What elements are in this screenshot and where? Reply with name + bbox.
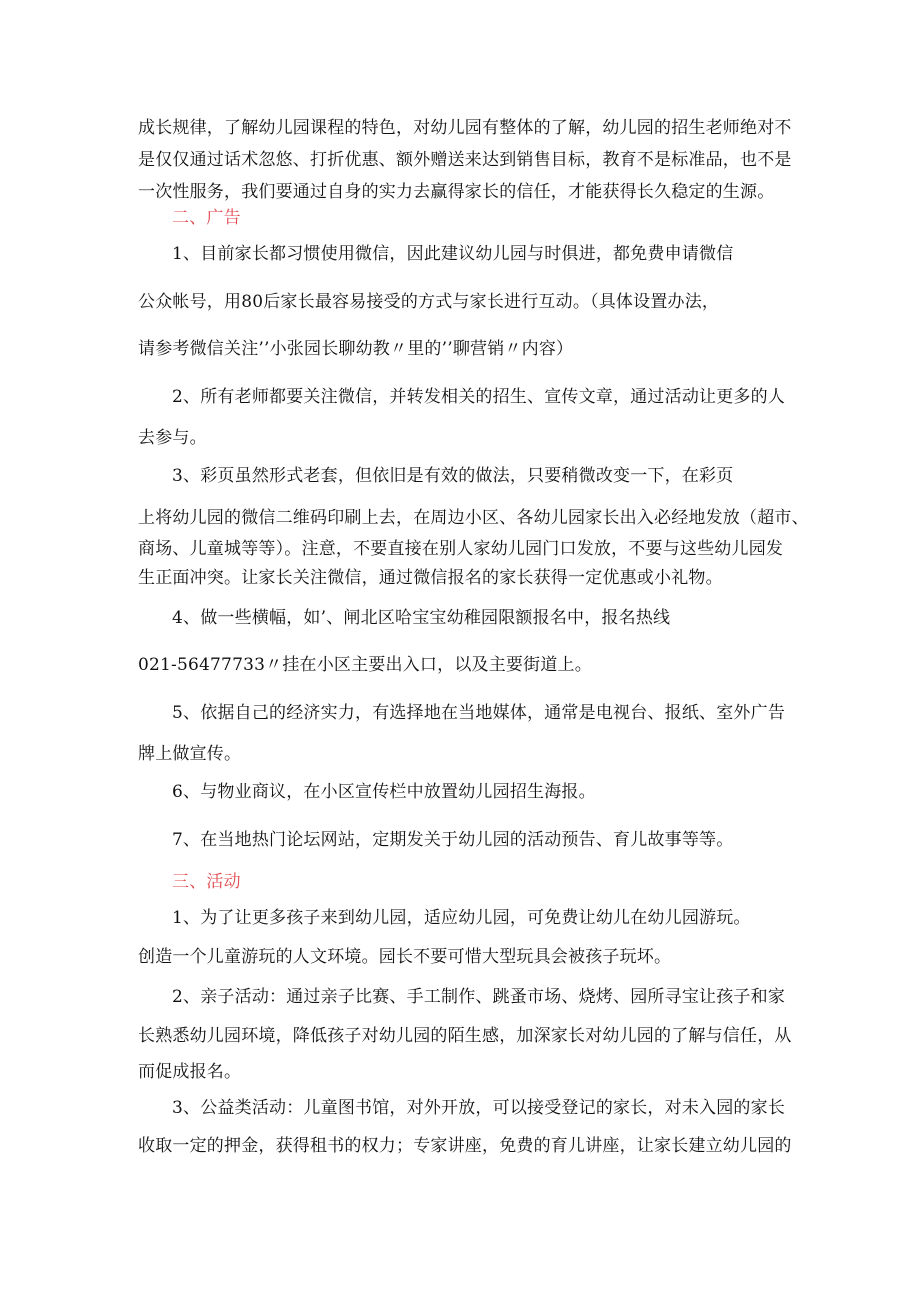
paragraph-line: 2、亲子活动：通过亲子比赛、手工制作、跳蚤市场、烧烤、园所寻宝让孩子和家 <box>172 987 786 1007</box>
paragraph-line: 021-56477733〃挂在小区主要出入口，以及主要街道上。 <box>138 655 592 675</box>
paragraph-line: 6、与物业商议，在小区宣传栏中放置幼儿园招生海报。 <box>172 782 596 802</box>
paragraph-line: 成长规律，了解幼儿园课程的特色，对幼儿园有整体的了解，幼儿园的招生老师绝对不 <box>138 118 792 138</box>
paragraph-line: 3、公益类活动：儿童图书馆，对外开放，可以接受登记的家长，对未入园的家长 <box>172 1098 786 1118</box>
paragraph-line: 3、彩页虽然形式老套，但依旧是有效的做法，只要稍微改变一下，在彩页 <box>172 466 734 486</box>
paragraph-line: 7、在当地热门论坛网站，定期发关于幼儿园的活动预告、育儿故事等等。 <box>172 830 734 850</box>
paragraph-line: 去参与。 <box>138 428 207 448</box>
section-heading-activity: 三、活动 <box>172 872 241 892</box>
section-heading-ad: 二、广告 <box>172 208 241 228</box>
paragraph-line: 一次性服务，我们要通过自身的实力去赢得家长的信任，才能获得长久稳定的生源。 <box>138 182 775 202</box>
paragraph-line: 5、依据自己的经济实力，有选择地在当地媒体，通常是电视台、报纸、室外广告 <box>172 703 786 723</box>
paragraph-line: 长熟悉幼儿园环境，降低孩子对幼儿园的陌生感，加深家长对幼儿园的了解与信任，从 <box>138 1026 792 1046</box>
paragraph-line: 4、做一些横幅，如’、闸北区哈宝宝幼稚园限额报名中，报名热线 <box>172 608 671 628</box>
paragraph-line: 生正面冲突。让家长关注微信，通过微信报名的家长获得一定优惠或小礼物。 <box>138 568 723 588</box>
paragraph-line: 而促成报名。 <box>138 1062 242 1082</box>
paragraph-line: 是仅仅通过话术忽悠、打折优惠、额外赠送来达到销售目标，教育不是标准品，也不是 <box>138 150 792 170</box>
paragraph-line: 商场、儿童城等等）。注意，不要直接在别人家幼儿园门口发放，不要与这些幼儿园发 <box>138 539 784 559</box>
paragraph-line: 2、所有老师都要关注微信，并转发相关的招生、宣传文章，通过活动让更多的人 <box>172 387 786 407</box>
paragraph-line: 1、目前家长都习惯使用微信，因此建议幼儿园与时俱进，都免费申请微信 <box>172 244 734 264</box>
paragraph-line: 公众帐号，用80后家长最容易接受的方式与家长进行互动。（具体设置办法， <box>138 292 720 312</box>
paragraph-line: 牌上做宣传。 <box>138 744 242 764</box>
paragraph-line: 请参考微信关注’’小张园长聊幼教〃里的’’聊营销〃内容） <box>138 339 574 359</box>
paragraph-line: 1、为了让更多孩子来到幼儿园，适应幼儿园，可免费让幼儿在幼儿园游玩。 <box>172 908 751 928</box>
paragraph-line: 上将幼儿园的微信二维码印刷上去，在周边小区、各幼儿园家长出入必经地发放（超市、 <box>138 508 809 528</box>
paragraph-line: 收取一定的押金，获得租书的权力；专家讲座，免费的育儿讲座，让家长建立幼儿园的 <box>138 1136 792 1156</box>
paragraph-line: 创造一个儿童游玩的人文环境。园长不要可惜大型玩具会被孩子玩坏。 <box>138 947 672 967</box>
